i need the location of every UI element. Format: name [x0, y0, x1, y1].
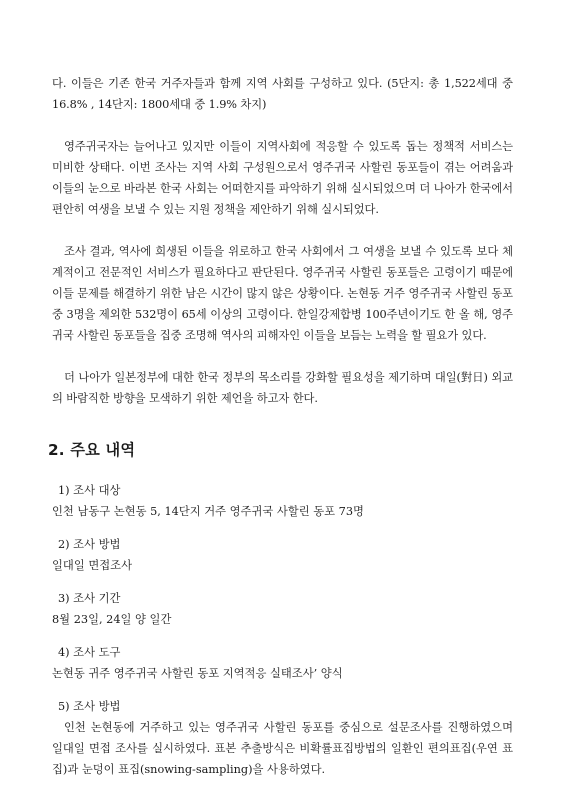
item-heading: 3) 조사 기간	[58, 592, 121, 605]
section-title: 2. 주요 내역	[48, 441, 136, 459]
item-body: 8월 23일, 24일 양 일간	[52, 613, 172, 626]
item-body: 일대일 면접조사	[52, 559, 132, 572]
body-paragraph-proposal: 더 나아가 일본정부에 대한 한국 정부의 목소리를 강화할 필요성을 제기하며 대일(對日) 외교의 바람직한 방향을 모색하기 위한 제언을 하고자 한다.	[52, 371, 513, 405]
item-heading: 2) 조사 방법	[58, 538, 121, 551]
survey-period-item	[52, 588, 513, 630]
item-body: 인천 남동구 논현동 5, 14단지 거주 영주귀국 사할린 동포 73명	[52, 505, 364, 518]
survey-sampling-item	[52, 696, 513, 780]
item-heading: 1) 조사 대상	[58, 484, 121, 497]
body-paragraph-findings: 조사 결과, 역사에 희생된 이들을 위로하고 한국 사회에서 그 여생을 보낼 수 있도록 보다 체계적이고 전문적인 서비스가 필요하다고 판단된다. 영주귀국 사할린 동포들은 고령이기 때문에 이들 문제를 해결하기 위한 남은 시간이 많지 않은 상황이다. 논현동 거주 영주귀국 사할린 동포 중 3명을 제외한 532명이 65세 이상의 고령이다. 한일강제합병 100주년이기도 한 올 해, 영주귀국 사할린 동포들을 집중 조명해 역사의 피해자인 이들을 보듬는 노력을 할 필요가 있다.	[52, 245, 513, 342]
item-body: 논현동 귀주 영주귀국 사할린 동포 지역적응 실태조사’ 양식	[52, 667, 343, 680]
survey-method-item	[52, 534, 513, 576]
survey-tool-item	[52, 642, 513, 684]
body-paragraph-purpose: 영주귀국자는 늘어나고 있지만 이들이 지역사회에 적응할 수 있도록 돕는 정책적 서비스는 미비한 상태다. 이번 조사는 지역 사회 구성원으로서 영주귀국 사할린 동포들이 겪는 어려움과 이들의 눈으로 바라본 한국 사회는 어떠한지를 파악하기 위해 실시되었으며 더 나아가 한국에서 편안히 여생을 보낼 수 있는 지원 정책을 제안하기 위해 실시되었다.	[52, 140, 513, 216]
item-heading: 4) 조사 도구	[58, 646, 121, 659]
survey-target-item	[52, 480, 513, 522]
item-body: 인천 논현동에 거주하고 있는 영주귀국 사할린 동포를 중심으로 설문조사를 진행하였으며 일대일 면접 조사를 실시하였다. 표본 추출방식은 비확률표집방법의 일환인 편의표집(우연 표집)과 눈덩이 표집(snowing-sampling)을 사용하였다.	[52, 721, 513, 776]
intro-paragraph: 다. 이들은 기존 한국 거주자들과 함께 지역 사회를 구성하고 있다. (5단지: 총 1,522세대 중 16.8% , 14단지: 1800세대 중 1.9% 차지)	[52, 77, 513, 111]
item-heading: 5) 조사 방법	[58, 700, 121, 713]
